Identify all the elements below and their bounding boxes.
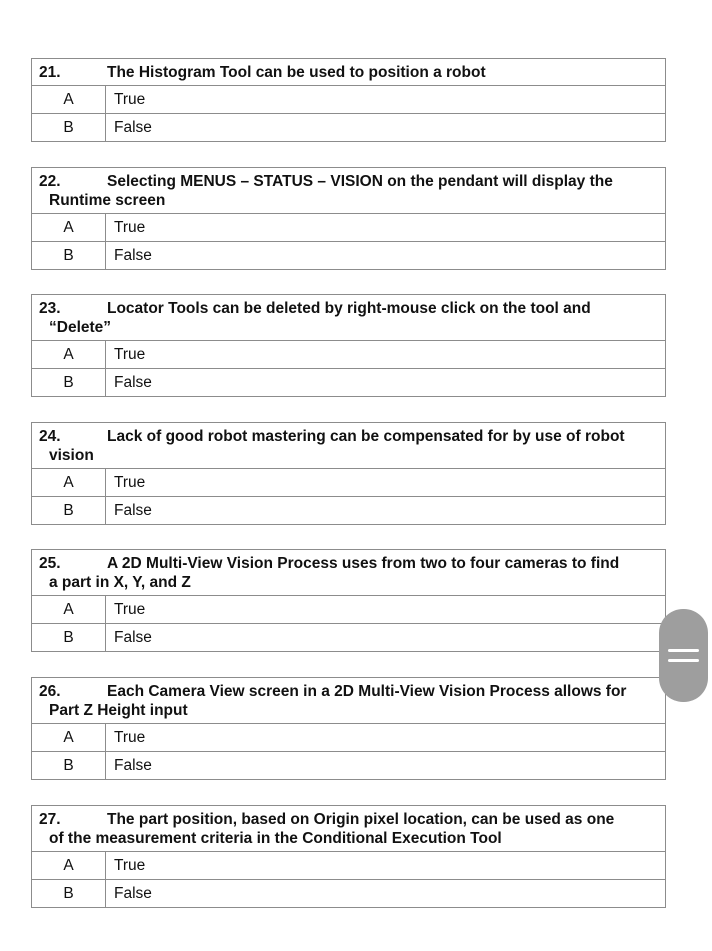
question-text: The part position, based on Origin pixel location, can be used as one bbox=[107, 811, 615, 828]
option-letter: A bbox=[32, 86, 106, 113]
option-row-a[interactable] bbox=[32, 469, 665, 496]
option-letter: B bbox=[32, 752, 106, 779]
question-text: Each Camera View screen in a 2D Multi-View Vision Process allows for bbox=[107, 683, 627, 700]
option-text: False bbox=[114, 757, 152, 774]
option-text: False bbox=[114, 374, 152, 391]
question-22 bbox=[31, 167, 666, 270]
question-header bbox=[32, 550, 665, 596]
option-text: True bbox=[114, 346, 146, 363]
option-text: True bbox=[114, 474, 146, 491]
question-27 bbox=[31, 805, 666, 908]
question-text-continued: Part Z Height input bbox=[49, 702, 188, 719]
option-letter: A bbox=[32, 341, 106, 368]
option-letter: B bbox=[32, 114, 106, 141]
option-row-a[interactable] bbox=[32, 724, 665, 751]
option-row-b[interactable] bbox=[32, 751, 665, 779]
question-text-continued: vision bbox=[49, 447, 94, 464]
option-text: True bbox=[114, 219, 146, 236]
question-number: 26. bbox=[39, 683, 61, 700]
option-row-a[interactable] bbox=[32, 596, 665, 623]
option-row-b[interactable] bbox=[32, 623, 665, 651]
question-text-continued: Runtime screen bbox=[49, 192, 166, 209]
handle-bar bbox=[668, 649, 699, 652]
drag-handle-icon[interactable] bbox=[659, 609, 708, 702]
option-letter: B bbox=[32, 624, 106, 651]
option-text: False bbox=[114, 502, 152, 519]
option-text: True bbox=[114, 91, 146, 108]
question-text-continued: a part in X, Y, and Z bbox=[49, 574, 191, 591]
option-letter: B bbox=[32, 369, 106, 396]
question-header bbox=[32, 678, 665, 724]
option-letter: B bbox=[32, 880, 106, 907]
option-letter: A bbox=[32, 852, 106, 879]
option-text: True bbox=[114, 857, 146, 874]
option-row-b[interactable] bbox=[32, 113, 665, 141]
question-26 bbox=[31, 677, 666, 780]
option-letter: A bbox=[32, 724, 106, 751]
question-text: Lack of good robot mastering can be compensated for by use of robot bbox=[107, 428, 625, 445]
option-row-a[interactable] bbox=[32, 214, 665, 241]
option-text: True bbox=[114, 729, 146, 746]
question-header bbox=[32, 423, 665, 469]
question-21 bbox=[31, 58, 666, 142]
option-row-a[interactable] bbox=[32, 341, 665, 368]
option-text: False bbox=[114, 119, 152, 136]
option-text: False bbox=[114, 885, 152, 902]
question-text-continued: “Delete” bbox=[49, 319, 112, 336]
question-header bbox=[32, 168, 665, 214]
question-number: 27. bbox=[39, 811, 61, 828]
option-text: False bbox=[114, 629, 152, 646]
option-letter: A bbox=[32, 469, 106, 496]
option-row-b[interactable] bbox=[32, 879, 665, 907]
option-letter: A bbox=[32, 596, 106, 623]
handle-bar bbox=[668, 659, 699, 662]
option-row-a[interactable] bbox=[32, 86, 665, 113]
option-text: False bbox=[114, 247, 152, 264]
question-text: The Histogram Tool can be used to position a robot bbox=[107, 64, 486, 81]
option-letter: B bbox=[32, 242, 106, 269]
question-header bbox=[32, 59, 665, 86]
option-row-b[interactable] bbox=[32, 241, 665, 269]
question-text: A 2D Multi-View Vision Process uses from two to four cameras to find bbox=[107, 555, 620, 572]
option-row-b[interactable] bbox=[32, 368, 665, 396]
question-text: Locator Tools can be deleted by right-mouse click on the tool and bbox=[107, 300, 591, 317]
question-header bbox=[32, 295, 665, 341]
question-number: 25. bbox=[39, 555, 61, 572]
question-number: 21. bbox=[39, 64, 61, 81]
option-text: True bbox=[114, 601, 146, 618]
option-row-b[interactable] bbox=[32, 496, 665, 524]
question-text: Selecting MENUS – STATUS – VISION on the pendant will display the bbox=[107, 173, 613, 190]
question-23 bbox=[31, 294, 666, 397]
option-letter: A bbox=[32, 214, 106, 241]
question-number: 24. bbox=[39, 428, 61, 445]
question-25 bbox=[31, 549, 666, 652]
question-number: 23. bbox=[39, 300, 61, 317]
question-number: 22. bbox=[39, 173, 61, 190]
option-row-a[interactable] bbox=[32, 852, 665, 879]
question-header bbox=[32, 806, 665, 852]
question-text-continued: of the measurement criteria in the Conditional Execution Tool bbox=[49, 830, 502, 847]
question-24 bbox=[31, 422, 666, 525]
option-letter: B bbox=[32, 497, 106, 524]
